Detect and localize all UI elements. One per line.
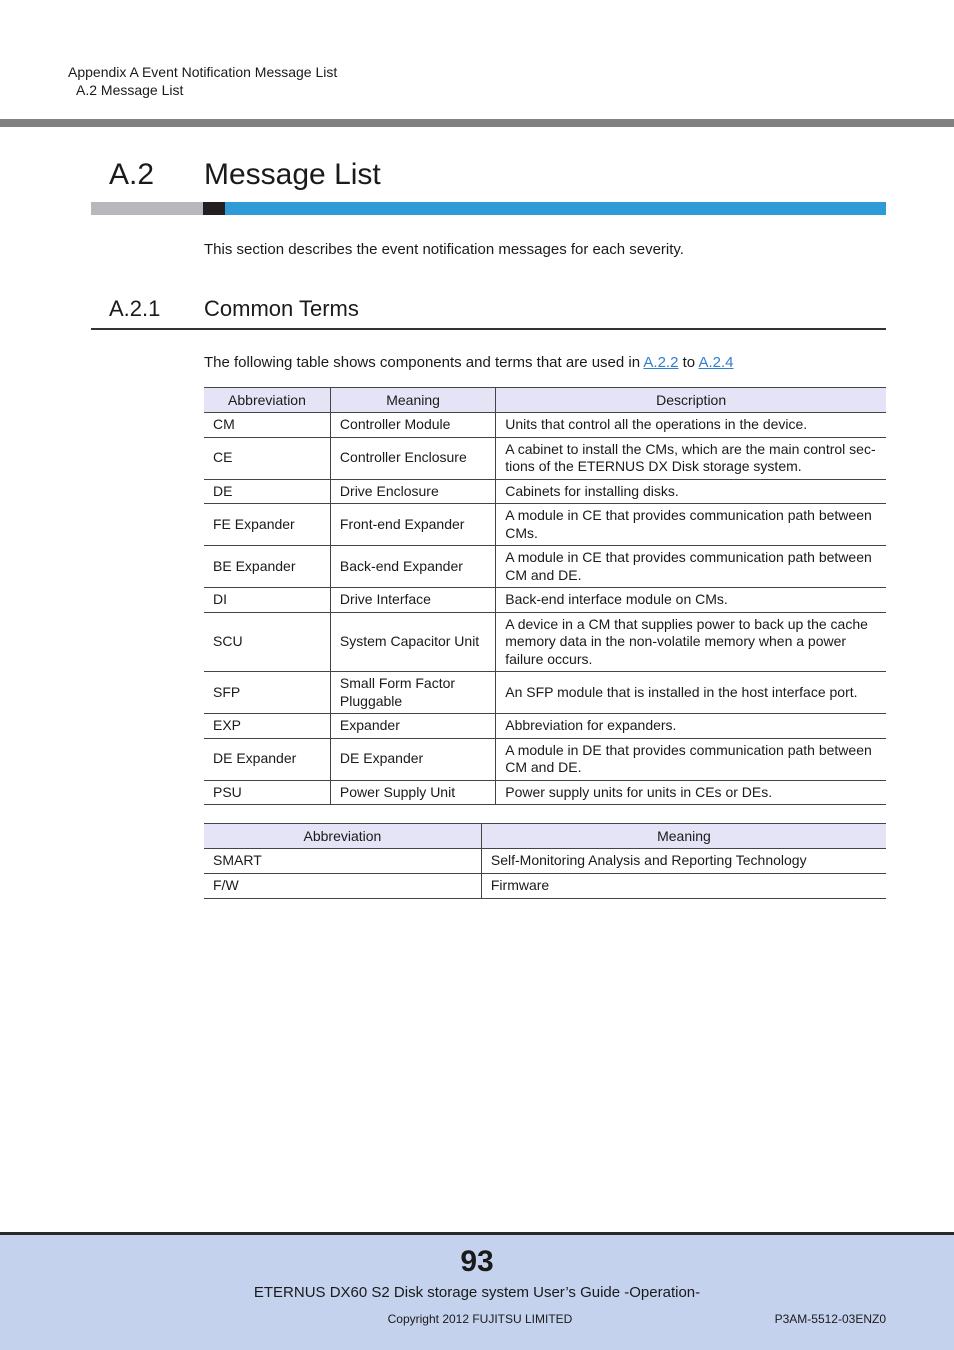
- column-header-meaning: Meaning: [481, 824, 886, 849]
- table-row: [204, 413, 886, 438]
- table-row: [204, 588, 886, 613]
- table-cell: SCU: [204, 612, 330, 672]
- table-row: [204, 738, 886, 780]
- table-cell: DE: [204, 479, 330, 504]
- link-a22[interactable]: A.2.2: [643, 354, 679, 371]
- table-row: [204, 612, 886, 672]
- table-row: [204, 780, 886, 805]
- table-cell: A cabinet to install the CMs, which are the main control sec-tions of the ETERNUS DX Disk storage system.: [496, 437, 886, 479]
- table-cell: An SFP module that is installed in the host interface port.: [496, 672, 886, 714]
- table-cell: Firmware: [481, 874, 886, 899]
- header-rule: [0, 119, 954, 127]
- title-bar-black-segment: [203, 202, 225, 215]
- section-intro: This section describes the event notification messages for each severity.: [204, 241, 684, 258]
- section-title: Message List: [204, 158, 381, 191]
- section-title-bar: [91, 202, 886, 215]
- table-cell: CM: [204, 413, 330, 438]
- column-header-abbreviation: Abbreviation: [204, 824, 481, 849]
- table-cell: Expander: [330, 714, 495, 739]
- column-header-abbreviation: Abbreviation: [204, 388, 330, 413]
- table-cell: Drive Enclosure: [330, 479, 495, 504]
- copyright: Copyright 2012 FUJITSU LIMITED: [387, 1312, 573, 1326]
- table-cell: CE: [204, 437, 330, 479]
- table-cell: EXP: [204, 714, 330, 739]
- table-cell: Power supply units for units in CEs or DEs.: [496, 780, 886, 805]
- table-row: [204, 479, 886, 504]
- table-cell: DE Expander: [330, 738, 495, 780]
- table-row: [204, 874, 886, 899]
- table-cell: DE Expander: [204, 738, 330, 780]
- lead-text: The following table shows components and terms that are used in: [204, 354, 644, 371]
- breadcrumb-section: A.2 Message List: [76, 82, 184, 98]
- table-cell: Cabinets for installing disks.: [496, 479, 886, 504]
- table-cell: Units that control all the operations in the device.: [496, 413, 886, 438]
- table-cell: SMART: [204, 849, 481, 874]
- lead-mid-text: to: [678, 354, 699, 371]
- table-row: [204, 672, 886, 714]
- title-bar-gray-segment: [91, 202, 203, 215]
- table-cell: Power Supply Unit: [330, 780, 495, 805]
- table-cell: A module in CE that provides communication path between CM and DE.: [496, 546, 886, 588]
- table-cell: Back-end interface module on CMs.: [496, 588, 886, 613]
- table-lead-text: [204, 353, 734, 373]
- table-cell: Controller Enclosure: [330, 437, 495, 479]
- abbreviation-table: [204, 823, 886, 899]
- table-cell: PSU: [204, 780, 330, 805]
- table-cell: A module in CE that provides communication path between CMs.: [496, 504, 886, 546]
- table-row: [204, 546, 886, 588]
- table-header-row: [204, 388, 886, 413]
- table-cell: Front-end Expander: [330, 504, 495, 546]
- table-cell: DI: [204, 588, 330, 613]
- table-row: [204, 504, 886, 546]
- common-terms-table: [204, 387, 886, 805]
- table-cell: BE Expander: [204, 546, 330, 588]
- breadcrumb: [68, 63, 337, 99]
- subsection-title: Common Terms: [204, 296, 359, 321]
- table-cell: FE Expander: [204, 504, 330, 546]
- title-bar-blue-segment: [225, 202, 886, 215]
- table-cell: System Capacitor Unit: [330, 612, 495, 672]
- table-cell: Drive Interface: [330, 588, 495, 613]
- page-number: 93: [460, 1245, 494, 1278]
- table-cell: F/W: [204, 874, 481, 899]
- subsection-rule: [91, 328, 886, 330]
- table-header-row: [204, 824, 886, 849]
- document-code: P3AM-5512-03ENZ0: [774, 1312, 886, 1326]
- subsection-number: A.2.1: [109, 296, 161, 321]
- page-footer: [0, 1232, 954, 1350]
- table-cell: Abbreviation for expanders.: [496, 714, 886, 739]
- table-cell: Small Form Factor Pluggable: [330, 672, 495, 714]
- table-cell: Controller Module: [330, 413, 495, 438]
- link-a24[interactable]: A.2.4: [698, 354, 734, 371]
- table-row: [204, 714, 886, 739]
- section-number: A.2: [109, 158, 155, 191]
- column-header-description: Description: [496, 388, 886, 413]
- column-header-meaning: Meaning: [330, 388, 495, 413]
- table-cell: A device in a CM that supplies power to back up the cache memory data in the non-volatile memory when a power failure occurs.: [496, 612, 886, 672]
- table-cell: Self-Monitoring Analysis and Reporting Technology: [481, 849, 886, 874]
- table-cell: A module in DE that provides communication path between CM and DE.: [496, 738, 886, 780]
- document-title: ETERNUS DX60 S2 Disk storage system User’s Guide -Operation-: [253, 1284, 701, 1301]
- table-row: [204, 849, 886, 874]
- table-cell: Back-end Expander: [330, 546, 495, 588]
- breadcrumb-appendix: Appendix A Event Notification Message List: [68, 64, 338, 80]
- table-row: [204, 437, 886, 479]
- table-cell: SFP: [204, 672, 330, 714]
